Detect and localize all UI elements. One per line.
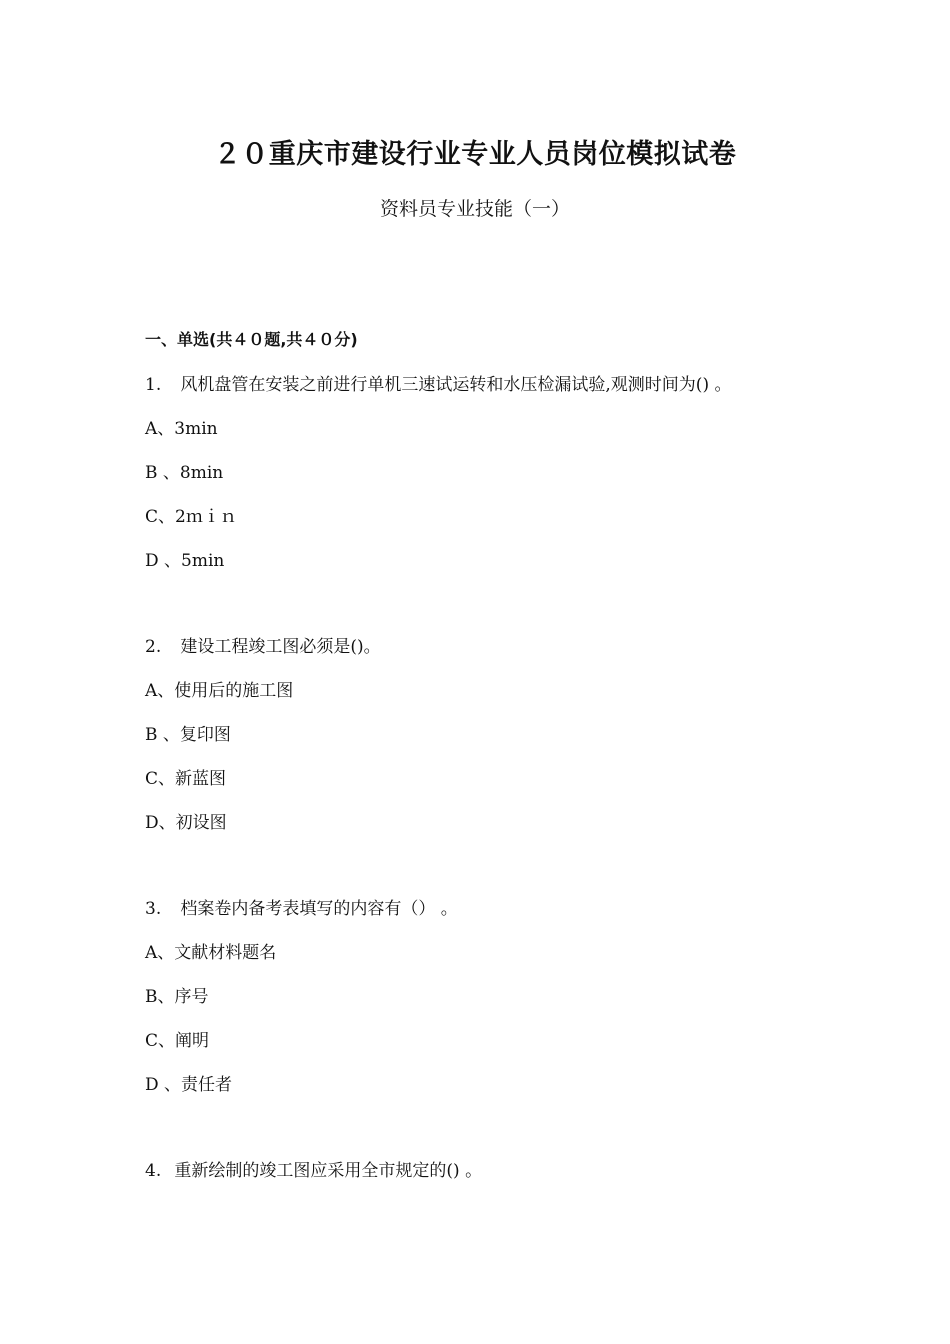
option-1d: D 、5min bbox=[145, 551, 225, 571]
option-1c: C、2ｍｉｎ bbox=[145, 507, 237, 527]
question-number: 2. bbox=[145, 637, 162, 657]
section-heading: 一、单选(共４０题,共４０分) bbox=[145, 330, 358, 349]
question-3 bbox=[145, 894, 458, 919]
question-4 bbox=[145, 1156, 482, 1181]
question-2 bbox=[145, 632, 381, 657]
question-number: 1. bbox=[145, 375, 162, 395]
option-3a: A、文献材料题名 bbox=[145, 943, 277, 963]
question-1 bbox=[145, 370, 731, 395]
question-text: 建设工程竣工图必须是()。 bbox=[180, 637, 381, 657]
option-2a: A、使用后的施工图 bbox=[145, 681, 294, 701]
option-2b: B 、复印图 bbox=[145, 725, 231, 745]
option-3d: D 、责任者 bbox=[145, 1075, 233, 1095]
question-number: 4. bbox=[145, 1161, 162, 1181]
option-2c: C、新蓝图 bbox=[145, 769, 227, 789]
option-3c: C、阐明 bbox=[145, 1031, 210, 1051]
page-title: ２０重庆市建设行业专业人员岗位模拟试卷 bbox=[213, 139, 737, 170]
page-subtitle: 资料员专业技能（一） bbox=[379, 198, 570, 220]
option-1a: A、3min bbox=[145, 419, 218, 439]
question-text: 档案卷内备考表填写的内容有（） 。 bbox=[180, 899, 458, 919]
question-text: 重新绘制的竣工图应采用全市规定的() 。 bbox=[174, 1161, 483, 1181]
option-3b: B、序号 bbox=[145, 987, 209, 1007]
option-1b: B 、8min bbox=[145, 463, 224, 483]
option-2d: D、初设图 bbox=[145, 813, 227, 833]
question-number: 3. bbox=[145, 899, 162, 919]
question-text: 风机盘管在安装之前进行单机三速试运转和水压检漏试验,观测时间为() 。 bbox=[180, 375, 732, 395]
